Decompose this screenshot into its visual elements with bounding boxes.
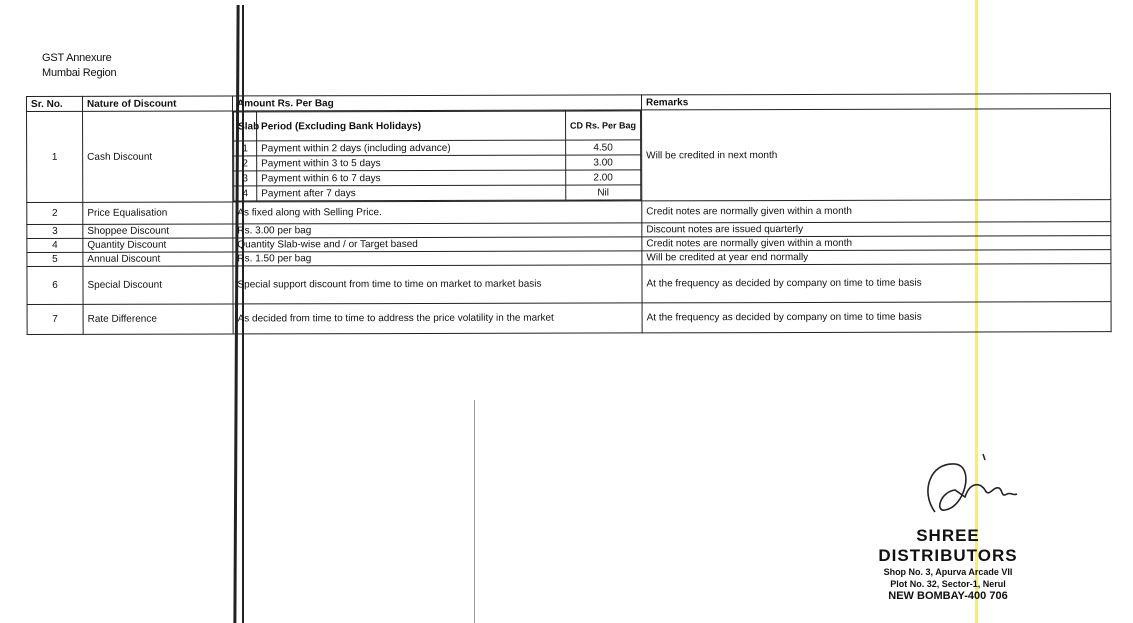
slab-header-row — [234, 111, 641, 141]
company-stamp — [848, 526, 1048, 602]
col-nature: Nature of Discount — [83, 96, 233, 111]
slab-row — [234, 140, 641, 156]
amount-cell: Rs. 1.50 per bag — [233, 251, 642, 266]
sr-cell: 2 — [27, 202, 83, 224]
slab-table — [233, 110, 641, 201]
sr-cell: 7 — [27, 304, 83, 334]
slab-num: 1 — [234, 141, 257, 156]
amount-cell: As fixed along with Selling Price. — [233, 201, 642, 224]
remarks-cell: At the frequency as decided by company on time to time basis — [642, 302, 1111, 333]
remarks-cell: At the frequency as decided by company on time to time basis — [642, 264, 1111, 303]
amount-cell: Quantity Slab-wise and / or Target based — [233, 237, 642, 252]
amount-cell: Rs. 3.00 per bag — [233, 223, 642, 238]
slab-row — [234, 185, 641, 201]
amount-cell: As decided from time to time to address the price volatility in the market — [233, 303, 642, 334]
slab-cd: 3.00 — [566, 155, 641, 170]
sr-cell: 1 — [27, 111, 83, 202]
remarks-cell: Credit notes are normally given within a month — [642, 200, 1111, 223]
sr-cell: 4 — [27, 238, 83, 252]
table-row — [27, 264, 1111, 305]
sr-cell: 3 — [27, 224, 83, 238]
slab-cd: 2.00 — [566, 170, 641, 185]
col-remarks: Remarks — [641, 94, 1110, 110]
slab-cd: 4.50 — [565, 140, 640, 155]
remarks-cell: Will be credited in next month — [642, 109, 1111, 201]
slab-period: Payment within 6 to 7 days — [257, 170, 566, 186]
doc-title: GST Annexure — [42, 52, 112, 64]
nature-cell: Cash Discount — [83, 111, 233, 202]
slab-num: 3 — [234, 171, 257, 186]
slab-row — [234, 170, 641, 186]
sr-cell: 6 — [27, 266, 83, 304]
nature-cell: Special Discount — [83, 266, 233, 304]
amount-cell: Special support discount from time to time on market to market basis — [233, 265, 642, 304]
nature-cell: Shoppee Discount — [83, 224, 233, 238]
table-row — [27, 200, 1111, 225]
col-sr-no: Sr. No. — [27, 96, 83, 111]
nature-cell: Price Equalisation — [83, 202, 233, 224]
signature-icon — [915, 452, 1055, 532]
stamp-address-1: Shop No. 3, Apurva Arcade VII — [883, 567, 1013, 577]
stamp-address-2: Plot No. 32, Sector-1, Nerul — [890, 579, 1006, 589]
doc-region: Mumbai Region — [42, 67, 117, 79]
slab-row — [234, 155, 641, 171]
slab-num: 4 — [234, 186, 257, 201]
slab-cell — [233, 110, 642, 202]
stamp-name: SHREE DISTRIBUTORS — [878, 526, 1018, 565]
stamp-city: NEW BOMBAY-400 706 — [888, 590, 1008, 602]
slab-period: Payment after 7 days — [257, 185, 566, 201]
remarks-cell: Discount notes are issued quarterly — [642, 222, 1111, 237]
nature-cell: Quantity Discount — [83, 238, 233, 252]
cd-header: CD Rs. Per Bag — [565, 111, 640, 140]
nature-cell: Annual Discount — [83, 252, 233, 266]
sr-cell: 5 — [27, 252, 83, 266]
slab-period: Payment within 2 days (including advance) — [257, 140, 566, 156]
slab-num: 2 — [234, 156, 257, 171]
table-row — [27, 109, 1111, 203]
remarks-cell: Credit notes are normally given within a month — [642, 236, 1111, 251]
col-amount: Amount Rs. Per Bag — [233, 95, 642, 111]
discount-table — [26, 93, 1112, 335]
period-header: Period (Excluding Bank Holidays) — [256, 111, 565, 141]
table-row — [27, 302, 1111, 335]
nature-cell: Rate Difference — [83, 304, 233, 334]
slab-header: Slab — [234, 112, 257, 141]
slab-period: Payment within 3 to 5 days — [257, 155, 566, 171]
slab-cd: Nil — [566, 185, 641, 200]
remarks-cell: Will be credited at year end normally — [642, 250, 1111, 265]
scan-faint-line — [474, 400, 475, 623]
